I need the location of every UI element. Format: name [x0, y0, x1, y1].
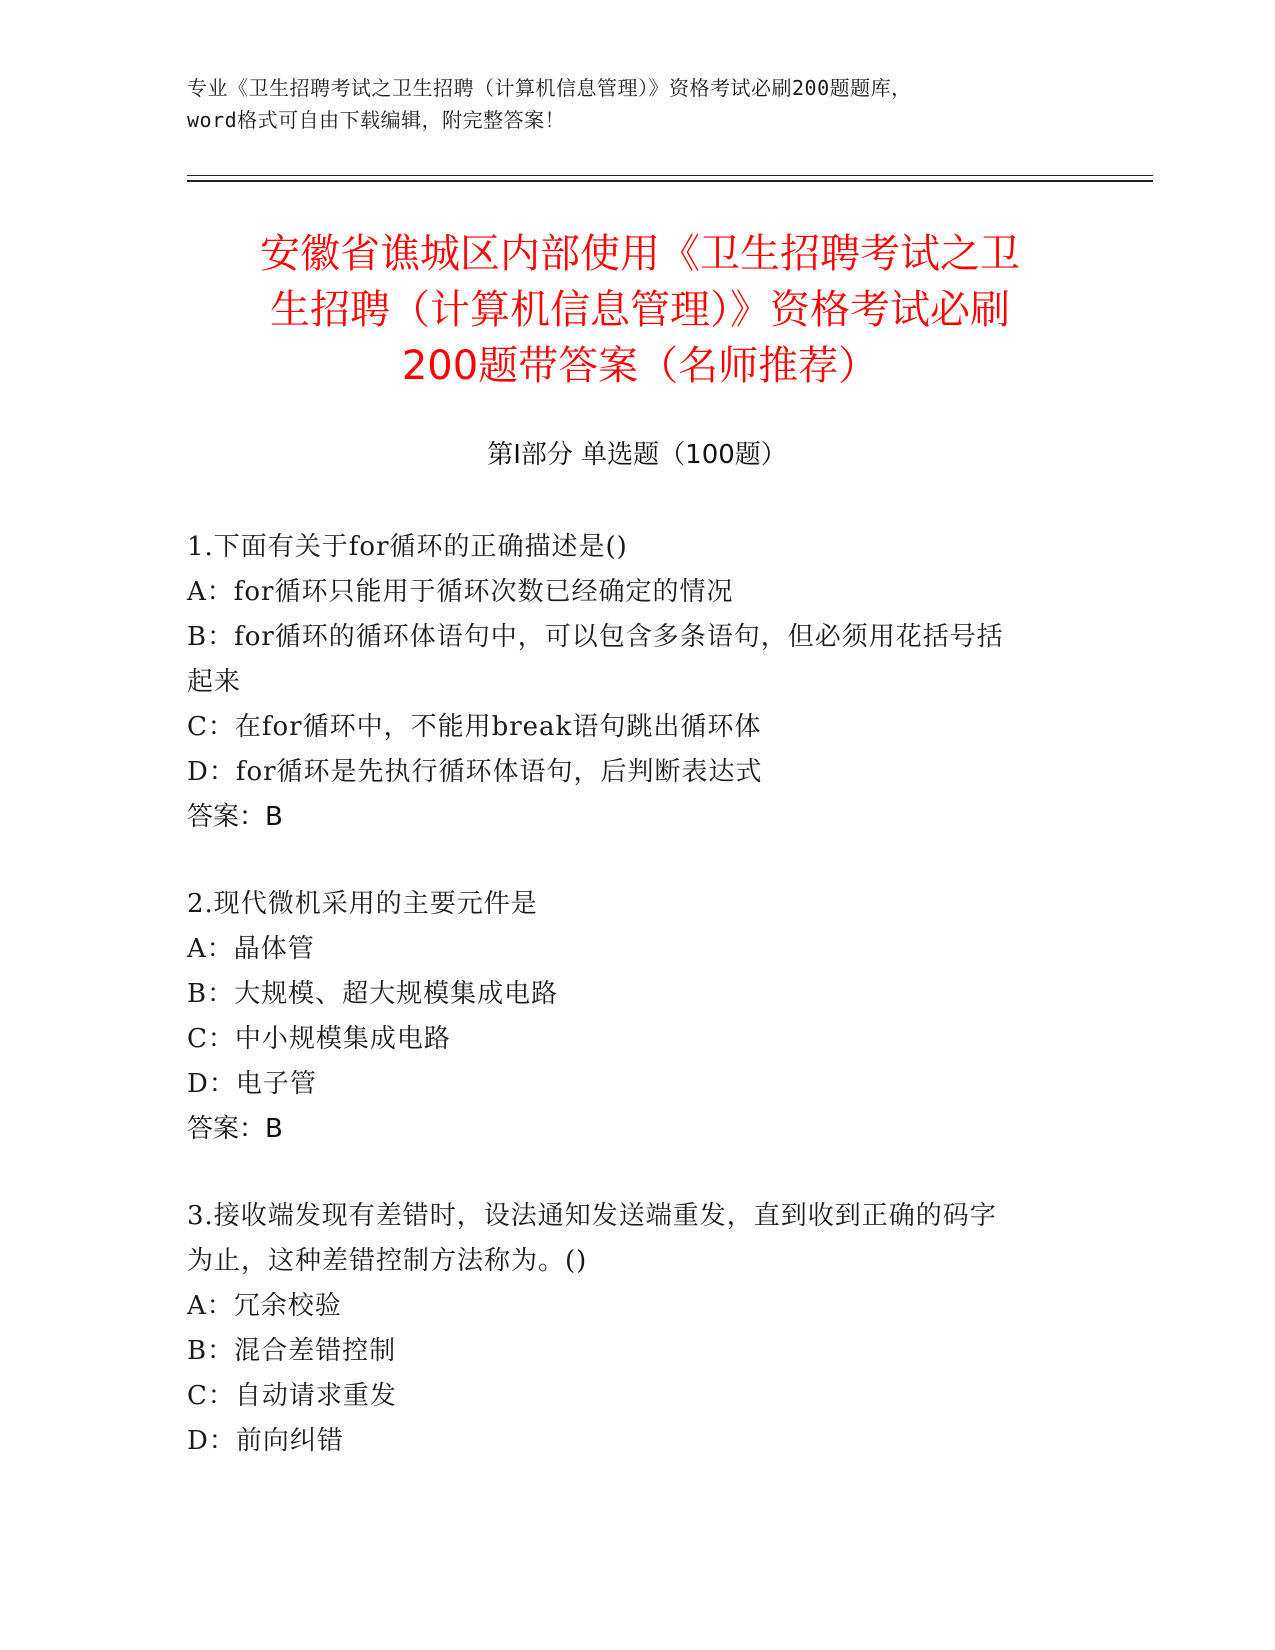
option-c: C：自动请求重发 — [187, 1381, 397, 1411]
question-item — [187, 525, 1067, 840]
answer-text: 答案：B — [187, 802, 283, 832]
option-d: D：电子管 — [187, 1069, 317, 1099]
question-stem: 2.现代微机采用的主要元件是 — [187, 889, 538, 919]
header-divider-thin — [187, 175, 1153, 176]
option-a: A：冗余校验 — [187, 1291, 342, 1321]
header-note-line: 专业《卫生招聘考试之卫生招聘（计算机信息管理）》资格考试必刷200题题库， — [187, 76, 912, 100]
question-stem-continued: 为止，这种差错控制方法称为。() — [187, 1246, 588, 1276]
section-title: 第Ⅰ部分 单选题（100题） — [487, 440, 787, 470]
option-b: B：for循环的循环体语句中，可以包含多条语句，但必须用花括号括 — [187, 622, 1004, 652]
question-stem: 3.接收端发现有差错时，设法通知发送端重发，直到收到正确的码字 — [187, 1201, 997, 1231]
question-item — [187, 1194, 1067, 1464]
option-a: A：晶体管 — [187, 934, 315, 964]
option-b: B：大规模、超大规模集成电路 — [187, 979, 559, 1009]
option-c: C：中小规模集成电路 — [187, 1024, 451, 1054]
option-b-continued: 起来 — [187, 667, 242, 697]
option-c: C：在for循环中，不能用break语句跳出循环体 — [187, 712, 762, 742]
header-note — [187, 72, 1087, 136]
question-list — [187, 525, 1067, 1506]
title-line: 安徽省谯城区内部使用《卫生招聘考试之卫 — [260, 231, 1020, 277]
header-divider-thick — [187, 180, 1153, 182]
title-line: 生招聘（计算机信息管理）》资格考试必刷 — [270, 287, 1010, 333]
header-note-line: word格式可自由下载编辑，附完整答案！ — [187, 108, 566, 132]
document-title — [190, 226, 1090, 394]
title-line: 200题带答案（名师推荐） — [401, 343, 879, 389]
option-d: D：前向纠错 — [187, 1426, 344, 1456]
answer-text: 答案：B — [187, 1114, 283, 1144]
option-a: A：for循环只能用于循环次数已经确定的情况 — [187, 577, 734, 607]
question-item — [187, 882, 1067, 1152]
option-d: D：for循环是先执行循环体语句，后判断表达式 — [187, 757, 763, 787]
option-b: B：混合差错控制 — [187, 1336, 397, 1366]
question-stem: 1.下面有关于for循环的正确描述是() — [187, 532, 628, 562]
